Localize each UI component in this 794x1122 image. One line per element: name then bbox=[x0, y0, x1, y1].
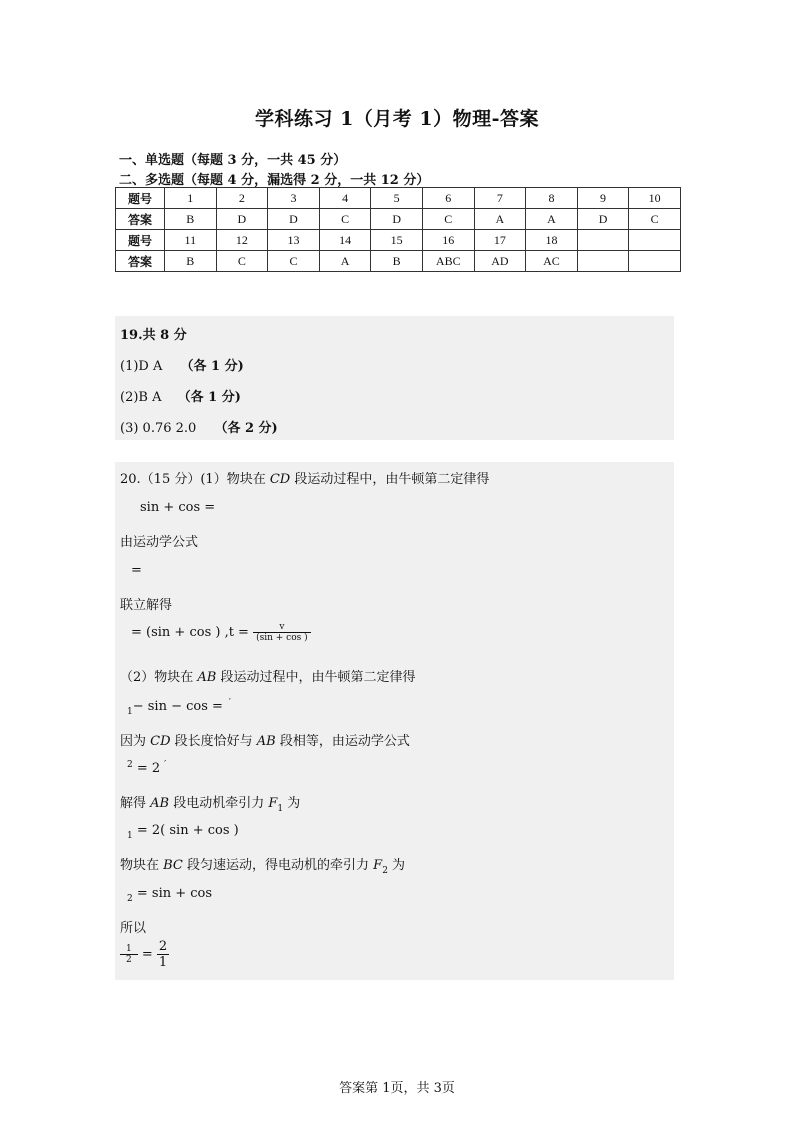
q20-text: = 2( sin + cos ) bbox=[132, 823, 239, 838]
q20-text: 段运动过程中，由牛顿第二定律得 bbox=[216, 670, 416, 685]
table-cell: 10 bbox=[629, 188, 681, 209]
q20-text: 因为 bbox=[120, 734, 151, 749]
q20-segment-cd: CD bbox=[150, 734, 171, 749]
table-cell: 5 bbox=[371, 188, 423, 209]
table-cell: C bbox=[268, 251, 320, 272]
q20-text: 段电动机牵引力 bbox=[169, 796, 269, 811]
table-row-header: 答案 bbox=[116, 209, 165, 230]
q19-part3-score: （各 2 分) bbox=[214, 421, 278, 436]
q20-fraction bbox=[253, 622, 311, 643]
q20-line-5: 联立解得 bbox=[120, 598, 173, 613]
fraction-denominator: (sin + cos ) bbox=[256, 633, 308, 643]
question-number-row bbox=[116, 230, 681, 251]
q19-part1-answer: (1)D A bbox=[120, 359, 163, 374]
table-cell bbox=[577, 251, 629, 272]
q19-part3 bbox=[120, 417, 278, 436]
q19-part2-answer: (2)B A bbox=[120, 390, 162, 405]
table-cell: 12 bbox=[216, 230, 268, 251]
table-cell: 1 bbox=[165, 188, 217, 209]
q20-equation-1: sin + cos = bbox=[140, 500, 216, 515]
table-cell: C bbox=[216, 251, 268, 272]
table-cell: 11 bbox=[165, 230, 217, 251]
q20-line-7 bbox=[120, 666, 416, 685]
q20-equation-5 bbox=[127, 761, 166, 776]
fraction-numerator: 2 bbox=[158, 939, 168, 954]
q20-equation-3 bbox=[131, 622, 311, 643]
table-cell: 2 bbox=[216, 188, 268, 209]
q20-text: = (sin + cos ) ,t = bbox=[131, 625, 249, 640]
q20-text: 解得 bbox=[120, 796, 151, 811]
table-row-header: 答案 bbox=[116, 251, 165, 272]
table-cell: D bbox=[371, 209, 423, 230]
q19-part1-score: （各 1 分) bbox=[180, 359, 244, 374]
q19-part1 bbox=[120, 355, 244, 374]
table-cell: C bbox=[319, 209, 371, 230]
q20-equation-7 bbox=[127, 886, 213, 904]
table-cell: 18 bbox=[526, 230, 578, 251]
table-cell: 13 bbox=[268, 230, 320, 251]
table-cell bbox=[629, 230, 681, 251]
q20-equation-2: = bbox=[131, 563, 142, 578]
q20-line-15: 所以 bbox=[120, 921, 147, 936]
q20-text: 20.（15 分）(1）物块在 bbox=[120, 472, 270, 487]
table-cell: 3 bbox=[268, 188, 320, 209]
q20-text: 为 bbox=[283, 796, 301, 811]
answer-table bbox=[115, 187, 681, 272]
q20-segment-bc: BC bbox=[163, 858, 183, 873]
table-cell: 15 bbox=[371, 230, 423, 251]
fraction-numerator: v bbox=[253, 622, 311, 633]
fraction-denominator: 2 bbox=[126, 955, 132, 965]
table-cell: D bbox=[268, 209, 320, 230]
answer-row bbox=[116, 251, 681, 272]
fraction-denominator: 1 bbox=[158, 955, 168, 970]
table-cell: A bbox=[319, 251, 371, 272]
q20-segment-cd: CD bbox=[269, 472, 291, 487]
question-number-row bbox=[116, 188, 681, 209]
force-symbol: F bbox=[373, 858, 383, 873]
ratio-right-fraction bbox=[157, 939, 169, 970]
q20-equation-6 bbox=[127, 823, 239, 841]
q20-text: 段相等，由运动学公式 bbox=[275, 734, 410, 749]
page-footer: 答案第 1页，共 3页 bbox=[339, 1081, 455, 1096]
table-cell: ABC bbox=[422, 251, 474, 272]
q20-segment-ab: AB bbox=[150, 796, 170, 811]
q20-equation-4 bbox=[127, 698, 231, 717]
table-cell: B bbox=[165, 209, 217, 230]
ratio-left-fraction bbox=[120, 944, 138, 965]
subscript: 1 bbox=[277, 804, 284, 814]
fraction-numerator: 1 bbox=[120, 944, 138, 955]
table-cell: 7 bbox=[474, 188, 526, 209]
q20-equation-8 bbox=[120, 939, 169, 970]
prime-mark: ′ bbox=[164, 760, 167, 770]
table-cell: A bbox=[474, 209, 526, 230]
table-cell: C bbox=[629, 209, 681, 230]
q20-segment-ab: AB bbox=[256, 734, 276, 749]
q20-text: 段长度恰好与 bbox=[170, 734, 257, 749]
table-cell: A bbox=[526, 209, 578, 230]
table-cell: B bbox=[371, 251, 423, 272]
table-cell bbox=[629, 251, 681, 272]
q20-segment-ab: AB bbox=[197, 670, 217, 685]
force-symbol: F bbox=[268, 796, 278, 811]
answer-row bbox=[116, 209, 681, 230]
q20-text: 为 bbox=[387, 858, 406, 873]
table-row-header: 题号 bbox=[116, 188, 165, 209]
q20-text: 段匀速运动，得电动机的牵引力 bbox=[182, 858, 374, 873]
table-cell: C bbox=[422, 209, 474, 230]
q19-part2-score: （各 1 分) bbox=[177, 390, 241, 405]
equals-sign: = bbox=[141, 947, 153, 962]
table-cell bbox=[577, 230, 629, 251]
table-cell: 4 bbox=[319, 188, 371, 209]
question-19-box bbox=[115, 316, 674, 440]
page-title: 学科练习 1（月考 1）物理-答案 bbox=[254, 108, 540, 130]
table-cell: D bbox=[216, 209, 268, 230]
table-cell: 8 bbox=[526, 188, 578, 209]
section-single-choice: 一、单选题（每题 3 分，一共 45 分） bbox=[119, 153, 347, 168]
subscript: 1 bbox=[127, 831, 133, 841]
q20-text: （2）物块在 bbox=[120, 670, 198, 685]
q20-text: 物块在 bbox=[120, 858, 164, 873]
table-cell: AC bbox=[526, 251, 578, 272]
q20-line-11 bbox=[120, 792, 301, 814]
subscript: 1 bbox=[127, 707, 133, 717]
q20-line-3: 由运动学公式 bbox=[120, 535, 199, 550]
q20-line-13 bbox=[120, 854, 406, 876]
subscript: 2 bbox=[127, 894, 133, 904]
q20-text: = sin + cos bbox=[132, 886, 213, 901]
table-cell: 16 bbox=[422, 230, 474, 251]
q20-line-9 bbox=[120, 730, 410, 749]
prime-mark: ′ bbox=[228, 698, 231, 708]
q20-text: = 2 bbox=[132, 761, 161, 776]
question-20-box bbox=[115, 462, 674, 980]
q20-line-1 bbox=[120, 468, 489, 487]
q20-text: − sin − cos = bbox=[132, 699, 223, 714]
table-cell: 14 bbox=[319, 230, 371, 251]
q20-text: 段运动过程中，由牛顿第二定律得 bbox=[290, 472, 490, 487]
table-cell: 17 bbox=[474, 230, 526, 251]
q19-heading: 19.共 8 分 bbox=[120, 328, 187, 343]
table-cell: B bbox=[165, 251, 217, 272]
q19-part3-answer: (3) 0.76 2.0 bbox=[120, 421, 197, 436]
table-cell: 6 bbox=[422, 188, 474, 209]
superscript: 2 bbox=[127, 760, 133, 770]
table-cell: 9 bbox=[577, 188, 629, 209]
section-multi-choice: 二、多选题（每题 4 分，漏选得 2 分，一共 12 分） bbox=[119, 173, 430, 188]
table-row-header: 题号 bbox=[116, 230, 165, 251]
table-cell: D bbox=[577, 209, 629, 230]
subscript: 2 bbox=[382, 866, 388, 876]
q19-part2 bbox=[120, 386, 241, 405]
table-cell: AD bbox=[474, 251, 526, 272]
